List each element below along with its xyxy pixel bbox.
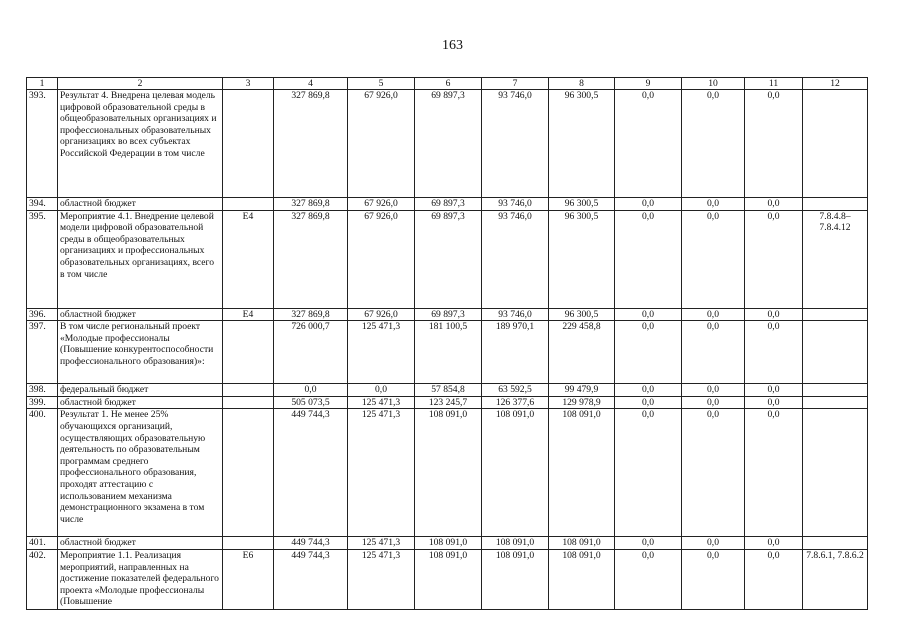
cell-v4: 449 744,3 xyxy=(274,549,348,609)
column-header: 3 xyxy=(223,78,274,90)
cell-v5: 67 926,0 xyxy=(348,210,415,308)
cell-code: Е6 xyxy=(223,549,274,609)
cell-v5: 67 926,0 xyxy=(348,308,415,321)
cell-code xyxy=(223,409,274,537)
cell-v7: 93 746,0 xyxy=(482,198,549,211)
cell-v7: 93 746,0 xyxy=(482,308,549,321)
cell-v5: 125 471,3 xyxy=(348,537,415,550)
cell-n: 396. xyxy=(27,308,58,321)
cell-v6: 108 091,0 xyxy=(415,549,482,609)
cell-v6: 181 100,5 xyxy=(415,321,482,384)
column-header: 7 xyxy=(482,78,549,90)
cell-v10: 0,0 xyxy=(682,308,745,321)
cell-v11: 0,0 xyxy=(745,210,803,308)
cell-v7: 126 377,6 xyxy=(482,396,549,409)
page-number: 163 xyxy=(442,38,463,53)
cell-v10: 0,0 xyxy=(682,321,745,384)
cell-code xyxy=(223,198,274,211)
table-row xyxy=(27,396,868,409)
cell-name: Результат 1. Не менее 25% обучающихся организаций, осуществляющих образовательную деятельность по образовательным программам среднего профессионального образования, проходят аттестацию с использованием механизма демонстрационного экзамена в том числе xyxy=(58,409,223,537)
cell-v4: 327 869,8 xyxy=(274,210,348,308)
cell-v6: 123 245,7 xyxy=(415,396,482,409)
cell-n: 397. xyxy=(27,321,58,384)
cell-v5: 67 926,0 xyxy=(348,198,415,211)
budget-table xyxy=(26,77,868,610)
cell-v7: 108 091,0 xyxy=(482,409,549,537)
cell-n: 395. xyxy=(27,210,58,308)
cell-v9: 0,0 xyxy=(615,409,682,537)
cell-v8: 108 091,0 xyxy=(549,537,615,550)
cell-v8: 96 300,5 xyxy=(549,308,615,321)
cell-v4: 327 869,8 xyxy=(274,90,348,198)
cell-v4: 449 744,3 xyxy=(274,409,348,537)
cell-n: 393. xyxy=(27,90,58,198)
cell-name: Мероприятие 1.1. Реализация мероприятий, направленных на достижение показателей федерального проекта «Молодые профессионалы (Повышение xyxy=(58,549,223,609)
cell-v7: 93 746,0 xyxy=(482,90,549,198)
table-row xyxy=(27,198,868,211)
cell-ref: 7.8.4.8– 7.8.4.12 xyxy=(803,210,868,308)
column-header: 4 xyxy=(274,78,348,90)
cell-v5: 0,0 xyxy=(348,384,415,397)
cell-v10: 0,0 xyxy=(682,90,745,198)
cell-v7: 63 592,5 xyxy=(482,384,549,397)
cell-v4: 327 869,8 xyxy=(274,308,348,321)
cell-v6: 108 091,0 xyxy=(415,537,482,550)
cell-n: 402. xyxy=(27,549,58,609)
cell-code xyxy=(223,537,274,550)
table-row xyxy=(27,384,868,397)
cell-ref xyxy=(803,384,868,397)
table-row xyxy=(27,549,868,609)
cell-code xyxy=(223,384,274,397)
cell-v5: 125 471,3 xyxy=(348,549,415,609)
cell-ref xyxy=(803,409,868,537)
cell-v11: 0,0 xyxy=(745,384,803,397)
cell-v10: 0,0 xyxy=(682,537,745,550)
cell-v9: 0,0 xyxy=(615,537,682,550)
cell-name: областной бюджет xyxy=(58,396,223,409)
column-header: 5 xyxy=(348,78,415,90)
cell-v8: 99 479,9 xyxy=(549,384,615,397)
cell-v8: 96 300,5 xyxy=(549,198,615,211)
table-header-row xyxy=(27,78,868,90)
cell-v9: 0,0 xyxy=(615,384,682,397)
cell-v8: 129 978,9 xyxy=(549,396,615,409)
column-header: 12 xyxy=(803,78,868,90)
cell-name: областной бюджет xyxy=(58,198,223,211)
cell-n: 398. xyxy=(27,384,58,397)
column-header: 6 xyxy=(415,78,482,90)
cell-v10: 0,0 xyxy=(682,549,745,609)
cell-v9: 0,0 xyxy=(615,90,682,198)
cell-name: областной бюджет xyxy=(58,537,223,550)
cell-code: Е4 xyxy=(223,308,274,321)
column-header: 1 xyxy=(27,78,58,90)
column-header: 11 xyxy=(745,78,803,90)
cell-v9: 0,0 xyxy=(615,210,682,308)
cell-v6: 57 854,8 xyxy=(415,384,482,397)
table-row xyxy=(27,537,868,550)
column-header: 8 xyxy=(549,78,615,90)
column-header: 2 xyxy=(58,78,223,90)
cell-v5: 125 471,3 xyxy=(348,396,415,409)
cell-name: Результат 4. Внедрена целевая модель цифровой образовательной среды в общеобразовательных организациях и профессиональных образовательных организациях во всех субъектах Российской Федерации в том числе xyxy=(58,90,223,198)
cell-v9: 0,0 xyxy=(615,396,682,409)
cell-v10: 0,0 xyxy=(682,384,745,397)
cell-name: В том числе региональный проект «Молодые профессионалы (Повышение конкурентоспособности профессионального образования)»: xyxy=(58,321,223,384)
cell-v11: 0,0 xyxy=(745,409,803,537)
cell-v11: 0,0 xyxy=(745,90,803,198)
cell-v6: 69 897,3 xyxy=(415,210,482,308)
cell-n: 394. xyxy=(27,198,58,211)
cell-ref xyxy=(803,396,868,409)
cell-ref xyxy=(803,198,868,211)
cell-v6: 69 897,3 xyxy=(415,90,482,198)
cell-v4: 505 073,5 xyxy=(274,396,348,409)
cell-v8: 96 300,5 xyxy=(549,210,615,308)
cell-ref: 7.8.6.1, 7.8.6.2 xyxy=(803,549,868,609)
cell-n: 401. xyxy=(27,537,58,550)
cell-v10: 0,0 xyxy=(682,198,745,211)
table-row xyxy=(27,409,868,537)
cell-v9: 0,0 xyxy=(615,308,682,321)
cell-v11: 0,0 xyxy=(745,308,803,321)
cell-v5: 67 926,0 xyxy=(348,90,415,198)
cell-v11: 0,0 xyxy=(745,396,803,409)
cell-v4: 449 744,3 xyxy=(274,537,348,550)
cell-name: областной бюджет xyxy=(58,308,223,321)
cell-v6: 69 897,3 xyxy=(415,308,482,321)
cell-v11: 0,0 xyxy=(745,321,803,384)
cell-code xyxy=(223,396,274,409)
cell-ref xyxy=(803,321,868,384)
cell-ref xyxy=(803,308,868,321)
cell-name: федеральный бюджет xyxy=(58,384,223,397)
cell-code: Е4 xyxy=(223,210,274,308)
cell-v7: 93 746,0 xyxy=(482,210,549,308)
cell-n: 400. xyxy=(27,409,58,537)
cell-v10: 0,0 xyxy=(682,396,745,409)
cell-ref xyxy=(803,537,868,550)
cell-v4: 726 000,7 xyxy=(274,321,348,384)
cell-v5: 125 471,3 xyxy=(348,321,415,384)
cell-name: Мероприятие 4.1. Внедрение целевой модели цифровой образовательной среды в общеобразовательных организациях и профессиональных образовательных организациях, всего в том числе xyxy=(58,210,223,308)
cell-v8: 229 458,8 xyxy=(549,321,615,384)
cell-v9: 0,0 xyxy=(615,321,682,384)
cell-n: 399. xyxy=(27,396,58,409)
cell-v7: 189 970,1 xyxy=(482,321,549,384)
table-row xyxy=(27,90,868,198)
cell-v10: 0,0 xyxy=(682,210,745,308)
cell-v8: 108 091,0 xyxy=(549,549,615,609)
cell-v7: 108 091,0 xyxy=(482,549,549,609)
cell-v9: 0,0 xyxy=(615,549,682,609)
cell-v7: 108 091,0 xyxy=(482,537,549,550)
cell-code xyxy=(223,321,274,384)
cell-v9: 0,0 xyxy=(615,198,682,211)
column-header: 10 xyxy=(682,78,745,90)
cell-v4: 327 869,8 xyxy=(274,198,348,211)
cell-v8: 108 091,0 xyxy=(549,409,615,537)
table-row xyxy=(27,321,868,384)
cell-v6: 69 897,3 xyxy=(415,198,482,211)
table-row xyxy=(27,308,868,321)
cell-ref xyxy=(803,90,868,198)
cell-v4: 0,0 xyxy=(274,384,348,397)
cell-v11: 0,0 xyxy=(745,537,803,550)
cell-v5: 125 471,3 xyxy=(348,409,415,537)
cell-v11: 0,0 xyxy=(745,198,803,211)
column-header: 9 xyxy=(615,78,682,90)
cell-code xyxy=(223,90,274,198)
cell-v6: 108 091,0 xyxy=(415,409,482,537)
cell-v10: 0,0 xyxy=(682,409,745,537)
cell-v11: 0,0 xyxy=(745,549,803,609)
cell-v8: 96 300,5 xyxy=(549,90,615,198)
table-row xyxy=(27,210,868,308)
